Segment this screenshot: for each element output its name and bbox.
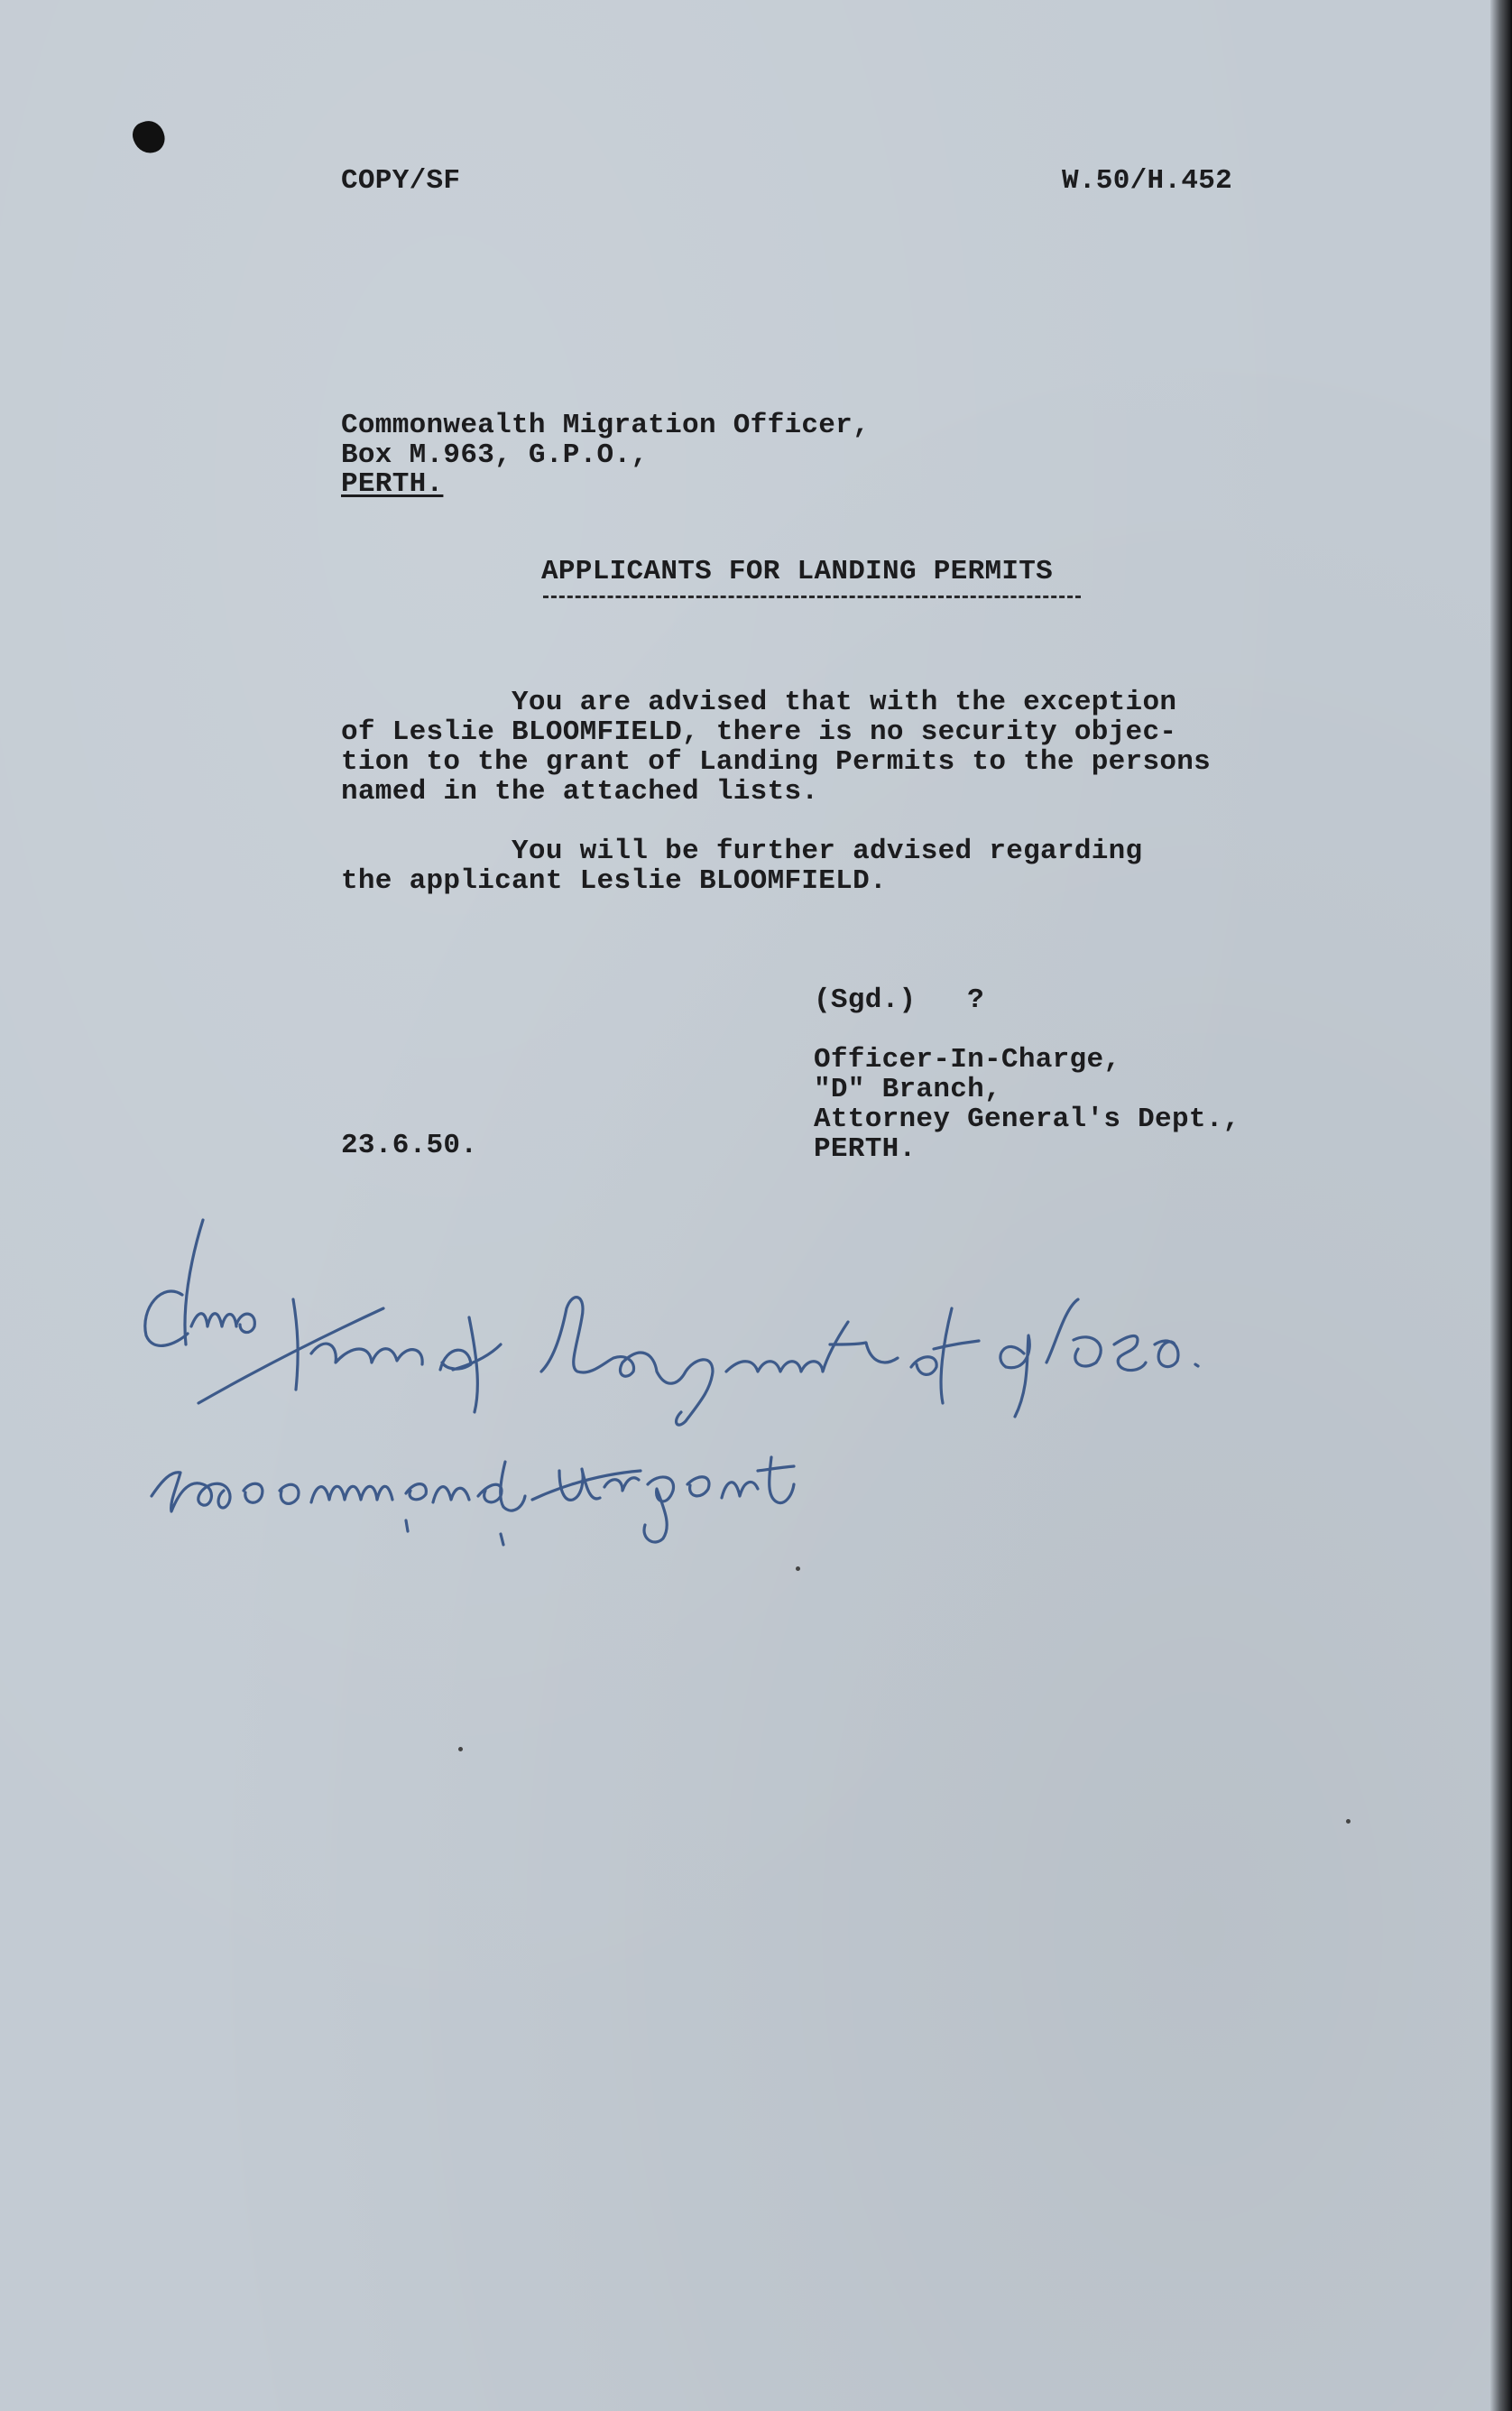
document-date: 23.6.50. <box>341 1130 478 1161</box>
body-line: of Leslie BLOOMFIELD, there is no security objec- <box>341 716 1177 748</box>
addressee-line-2: Box M.963, G.P.O., <box>341 439 649 471</box>
handwritten-annotation <box>135 1209 1398 1552</box>
body-line: You will be further advised regarding <box>341 836 1143 867</box>
signatory-department: Attorney General's Dept., <box>814 1104 1240 1135</box>
body-line: You are advised that with the exception <box>341 687 1177 718</box>
paper-speck <box>796 1566 800 1571</box>
paper-speck <box>1346 1819 1351 1824</box>
body-line: tion to the grant of Landing Permits to the persons <box>341 746 1212 778</box>
signatory-branch: "D" Branch, <box>814 1074 1001 1105</box>
body-line: named in the attached lists. <box>341 776 819 808</box>
body-line: the applicant Leslie BLOOMFIELD. <box>341 865 887 897</box>
copy-mark: COPY/SF <box>341 165 461 197</box>
signed-mark: (Sgd.) ? <box>814 984 985 1016</box>
signatory-city: PERTH. <box>814 1133 917 1165</box>
addressee-line-3: PERTH. <box>341 468 444 500</box>
file-reference: W.50/H.452 <box>1062 165 1233 197</box>
signatory-title: Officer-In-Charge, <box>814 1044 1121 1076</box>
punch-hole <box>129 116 169 157</box>
subject-underline <box>543 596 1081 598</box>
addressee-line-1: Commonwealth Migration Officer, <box>341 410 870 441</box>
page-edge-shadow <box>1490 0 1512 2411</box>
paper-speck <box>458 1747 463 1751</box>
subject-heading: APPLICANTS FOR LANDING PERMITS <box>541 556 1054 587</box>
